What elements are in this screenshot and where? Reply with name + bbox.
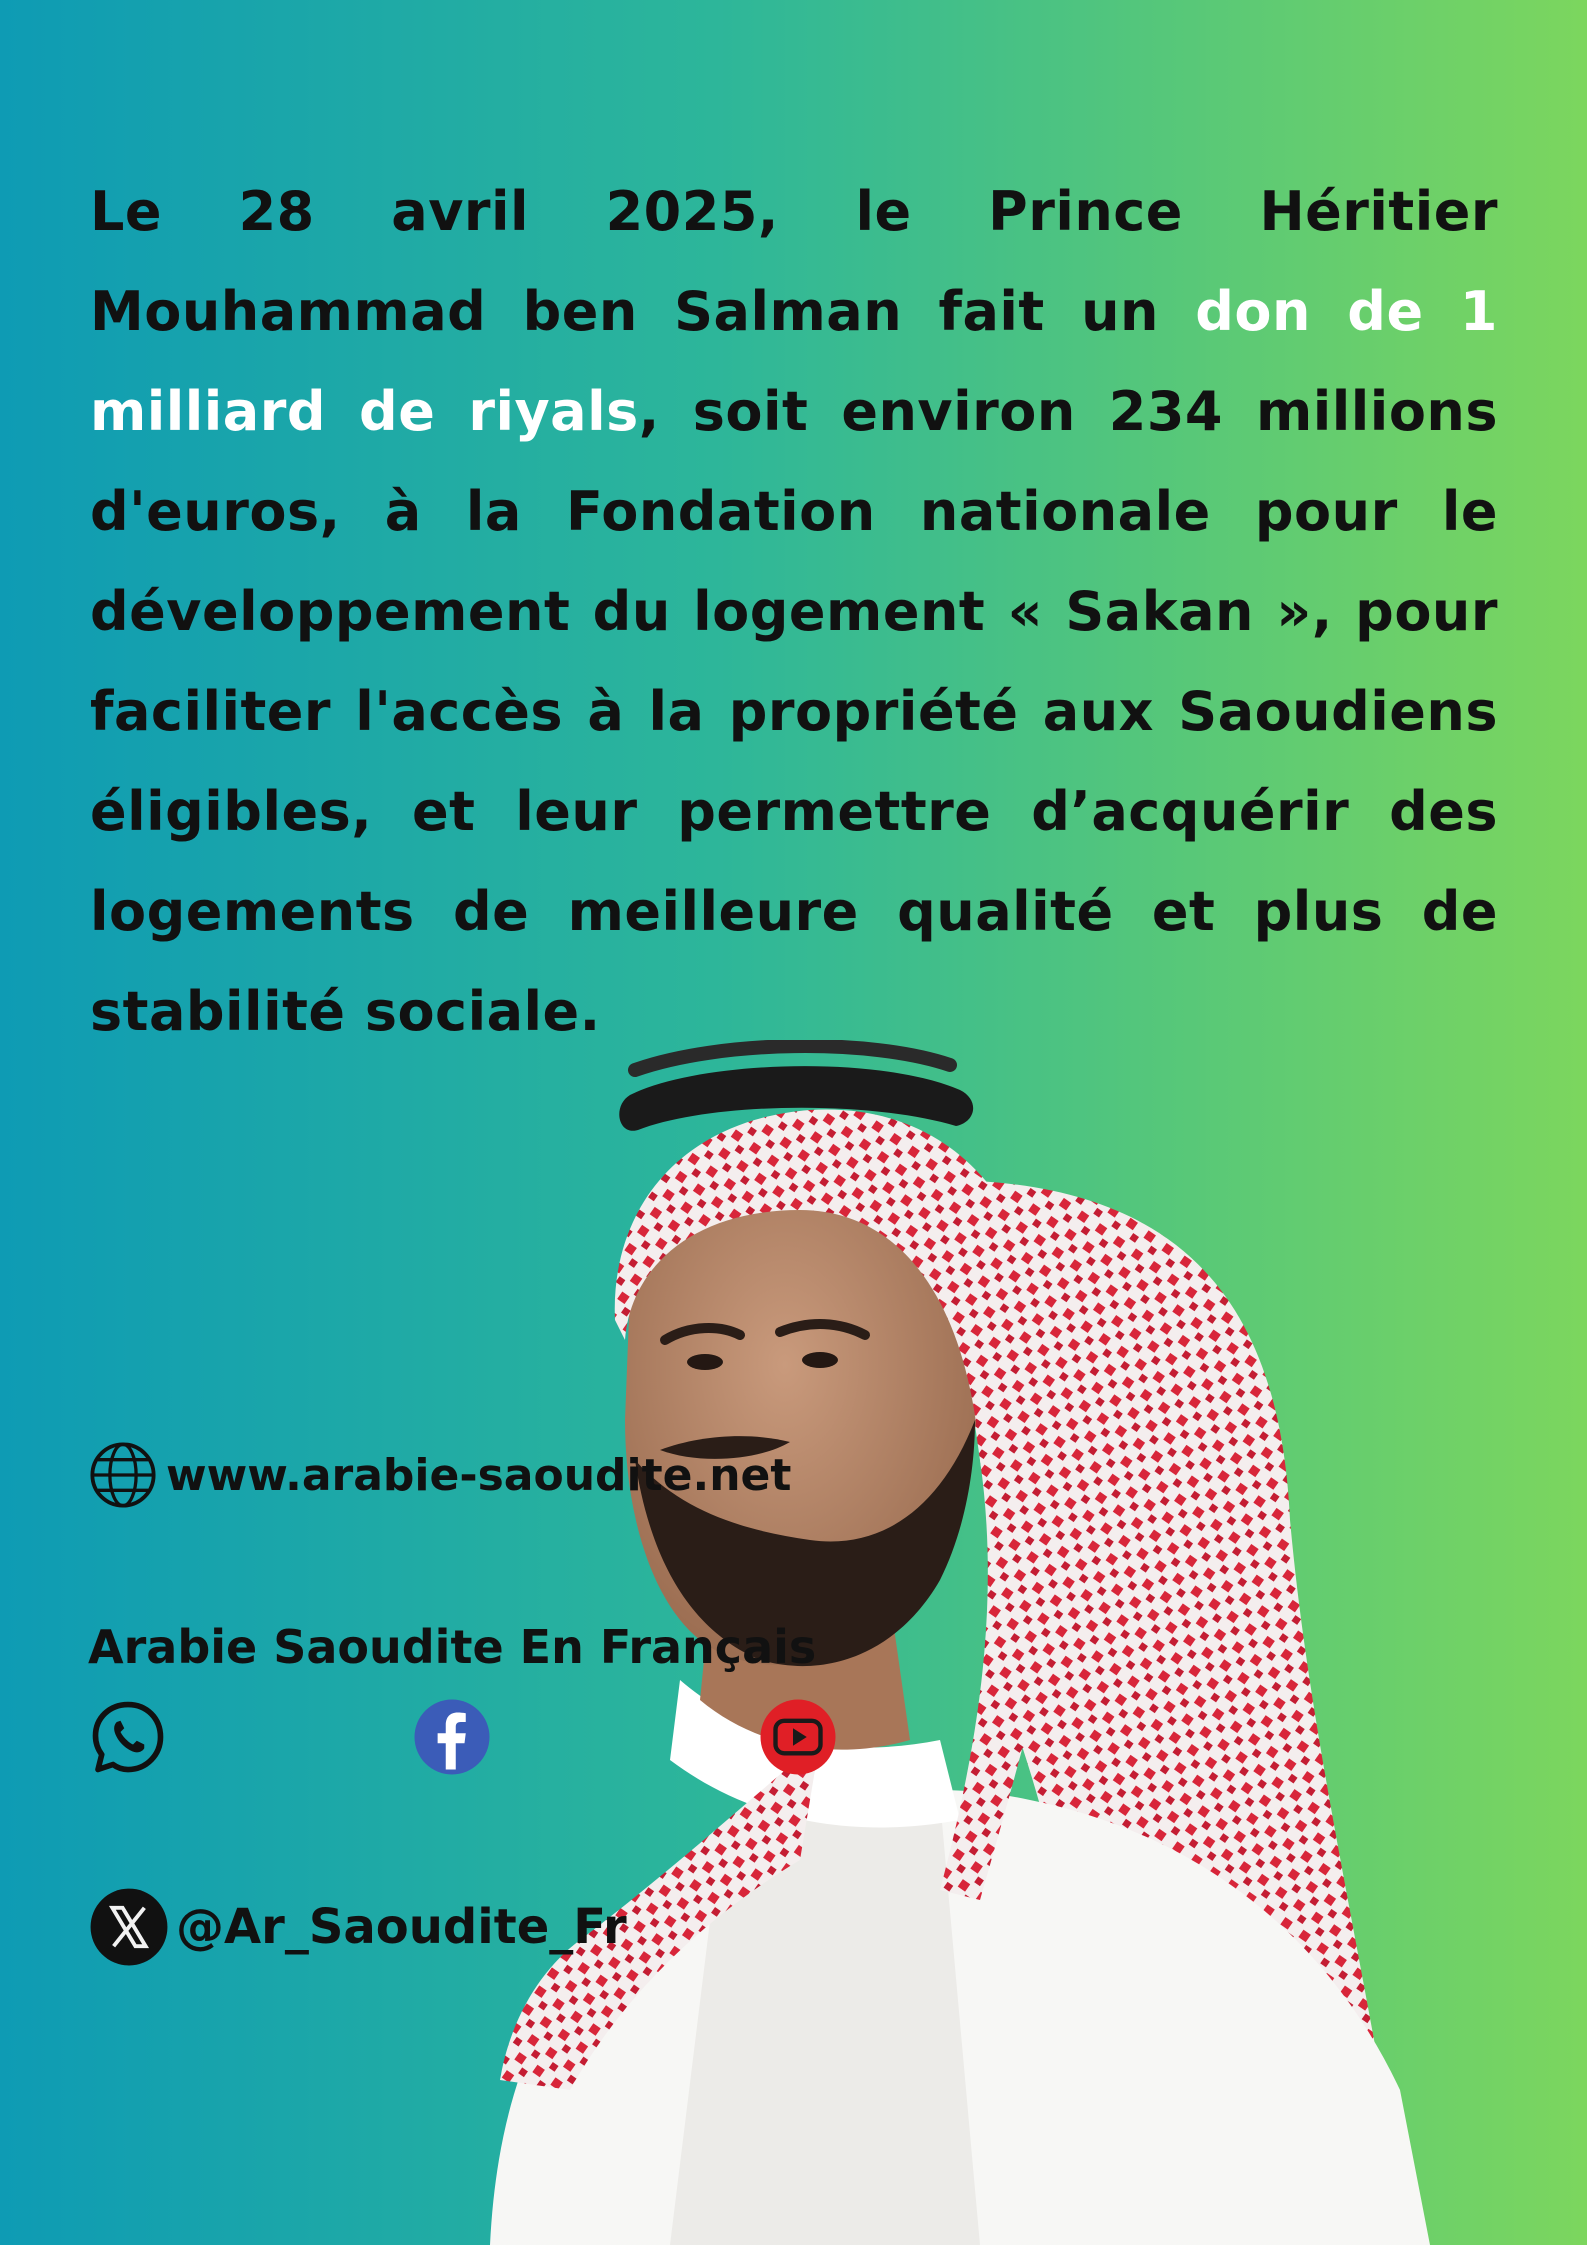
globe-icon (88, 1440, 158, 1510)
brand-name: Arabie Saoudite En Français (88, 1620, 817, 1674)
facebook-icon[interactable] (412, 1697, 492, 1777)
website-row[interactable] (88, 1440, 791, 1510)
whatsapp-icon[interactable] (88, 1697, 168, 1777)
announcement-text-part1: Le 28 avril 2025, le Prince Héritier Mouhammad ben Salman fait un (90, 180, 1498, 343)
website-link[interactable]: www.arabie-saoudite.net (166, 1449, 792, 1501)
x-handle-row[interactable] (88, 1886, 627, 1968)
x-handle[interactable]: @Ar_Saoudite_Fr (176, 1899, 627, 1955)
announcement-text-part2: , soit environ 234 millions d'euros, à la Fondation nationale pour le développement du logement « Sakan », pour faciliter l'accès à la propriété aux Saoudiens éligibles, et leur permettre d’acquérir des logements de meilleure qualité et plus de stabilité sociale. (90, 380, 1498, 1043)
youtube-icon[interactable] (758, 1697, 838, 1777)
donation-highlight: don de 1 milliard de riyals (90, 280, 1498, 443)
announcement-text (90, 162, 1498, 1062)
x-logo-icon[interactable] (88, 1886, 170, 1968)
